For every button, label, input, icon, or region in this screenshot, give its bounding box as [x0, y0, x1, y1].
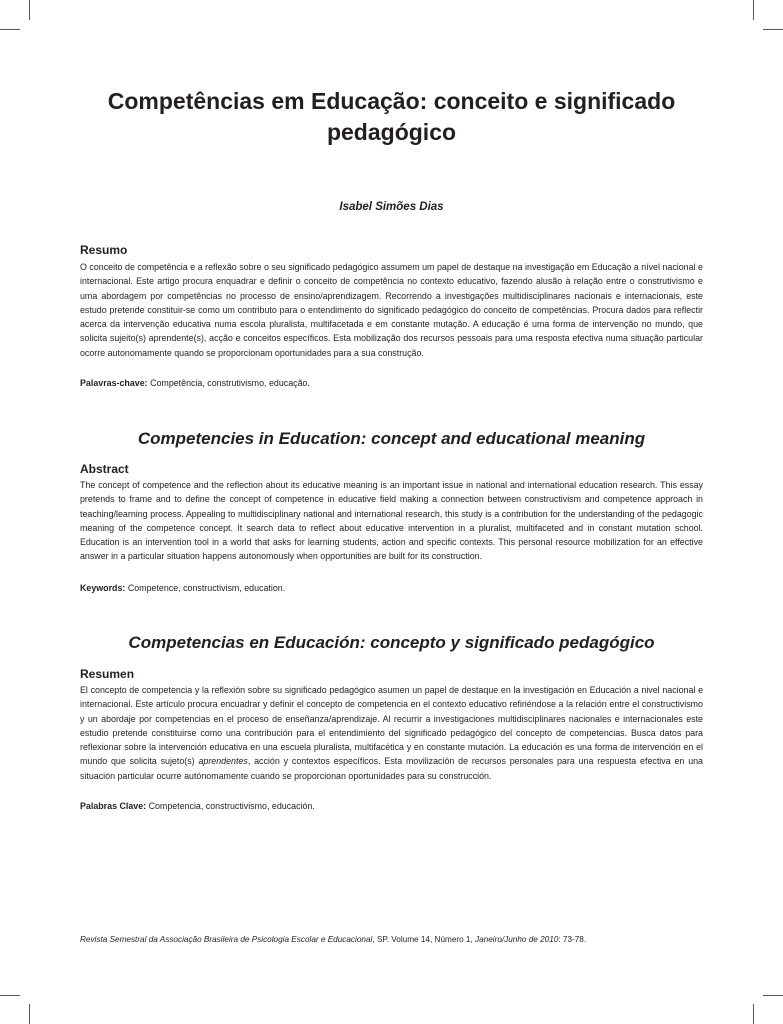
resumo-heading: Resumo — [80, 243, 128, 257]
keywords-label: Palabras Clave: — [80, 801, 147, 811]
resumo-body: O conceito de competência e a reflexão sobre o seu significado pedagógico assumem um papel de destaque na investigação em Educação a nível nacional e internacional. Este artigo procura enquadrar e definir o conceito de competência no contexto educativo, fazendo alusão à relação entre o construtivismo e uma abordagem por competências no processo de ensino/aprendizagem. Recorrendo a investigações multidisciplinares nacionais e internacionais, este estudo pretende constituir-se como um contributo para o entendimento do significado pedagógico do conceito de competências. Procura dados para reflectir acerca da intervenção educativa numa escola pluralista, multifacetada e em constante mutação. A educação é uma forma de intervenção no mundo, que solicita sujeito(s) aprendente(s), acção e conceitos específicos. Esta mobilização dos recursos pessoais para uma resposta efectiva numa situação particular ocorre autonomamente quando se proporcionam oportunidades para a sua construção. — [80, 262, 703, 358]
resumen-body — [80, 683, 703, 783]
resumen-heading: Resumen — [80, 667, 135, 681]
palavras-chave — [80, 376, 703, 390]
footer-period: Janeiro/Junho de 2010 — [475, 935, 559, 944]
palabras-clave — [80, 799, 703, 813]
crop-mark — [753, 0, 754, 20]
journal-name: Revista Semestral da Associação Brasileira de Psicologia Escolar e Educacional — [80, 935, 373, 944]
keywords-text: Competencia, constructivismo, educación. — [146, 801, 315, 811]
english-title: Competencies in Education: concept and educational meaning — [137, 429, 646, 448]
keywords-label: Palavras-chave: — [80, 378, 148, 388]
crop-mark — [753, 1004, 754, 1024]
paper-title: Competências em Educação: conceito e significado pedagógico — [107, 88, 676, 145]
journal-footer — [80, 935, 703, 944]
crop-mark — [763, 995, 783, 996]
spanish-title: Competencias en Educación: concepto y significado pedagógico — [128, 633, 655, 652]
crop-mark — [29, 0, 30, 20]
keywords-text: Competence, constructivism, education. — [125, 583, 286, 593]
footer-pages: : 73-78. — [558, 935, 587, 944]
keywords-text: Competência, construtivismo, educação. — [147, 378, 310, 388]
resumen-italic: aprendentes — [198, 756, 248, 767]
abstract-heading: Abstract — [80, 462, 129, 476]
keywords-label: Keywords: — [80, 583, 126, 593]
crop-mark — [0, 995, 20, 996]
crop-mark — [763, 29, 783, 30]
crop-mark — [29, 1004, 30, 1024]
resumen-text: El concepto de competencia y la reflexión sobre su significado pedagógico asumen un papel de destaque en la investigación en Educación a nivel nacional e internacional. Este artículo procura encuadrar y definir el concepto de competencia en el contexto educativo refiriéndose a la relación entre el constructivismo y un abordaje por competencias en el proceso de enseñanza/aprendizaje. Al recurrir a investigaciones multidisciplinares nacionales e internacionales este estudio pretende constituirse como una contribución para el entendimiento del significado pedagógico del concepto de competencias. Busca datos para reflexionar sobre la intervención educativa en una escuela pluralista, multifacética y en constante mutación. La educación es una forma de intervención en el mundo que solicita sujeto(s) — [80, 685, 703, 767]
abstract-body: The concept of competence and the reflection about its educative meaning is an important issue in national and international education research. This essay pretends to frame and to define the concept of competence in educative field making a connection between constructivism and competence approach in teaching/learning process. Appealing to multidisciplinary national and international research, this study is a contribution for the understanding of the pedagogic meaning of the competence concept. It search data to reflect about educative intervention in a pluralist, multifaceted and in constant mutation school. Education is an intervention tool in a world that asks for learning students, action and specific contexts. This personal resource mobilization for an effective answer in a particular situation happens autonomously when opportunities are built for its construction. — [80, 480, 703, 562]
footer-volume: , SP. Volume 14, Número 1, — [372, 935, 476, 944]
resumen-text: , acción y contextos específicos. Esta movilización de recursos personales para una respuesta efectiva en una situación particular ocurre autónomamente cuando se proporcionan oportunidades para su construcción. — [80, 756, 703, 781]
crop-mark — [0, 29, 20, 30]
keywords — [80, 581, 703, 595]
author: Isabel Simões Dias — [339, 201, 444, 213]
